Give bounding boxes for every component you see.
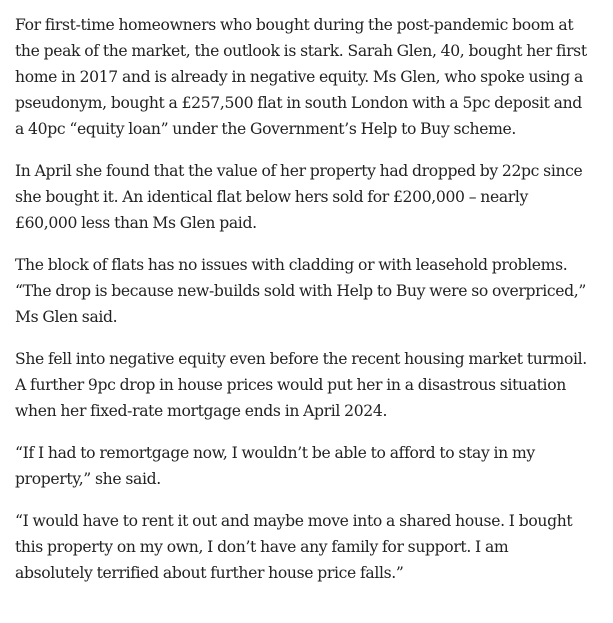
article-paragraph: For first-time homeowners who bought during the post-pandemic boom at the peak of the market, the outlook is stark. Sarah Glen, 40, bought her first home in 2017 and is already in negative equity. Ms Glen, who spoke using a pseudonym, bought a £257,500 flat in south London with a 5pc deposit and a 40pc “equity loan” under the Government’s Help to Buy scheme. xyxy=(15,16,587,138)
article-paragraph: “I would have to rent it out and maybe move into a shared house. I bought this property on my own, I don’t have any family for support. I am absolutely terrified about further house price falls.” xyxy=(15,512,573,582)
article-paragraph: She fell into negative equity even before the recent housing market turmoil. A further 9pc drop in house prices would put her in a disastrous situation when her fixed-rate mortgage ends in April 2024. xyxy=(15,350,587,420)
article-paragraph: “If I had to remortgage now, I wouldn’t be able to afford to stay in my property,” she said. xyxy=(15,444,535,488)
article-paragraph: The block of flats has no issues with cladding or with leasehold problems. “The drop is because new-builds sold with Help to Buy were so overpriced,” Ms Glen said. xyxy=(15,256,587,326)
article-paragraph: In April she found that the value of her property had dropped by 22pc since she bought it. An identical flat below hers sold for £200,000 – nearly £60,000 less than Ms Glen paid. xyxy=(15,162,583,232)
